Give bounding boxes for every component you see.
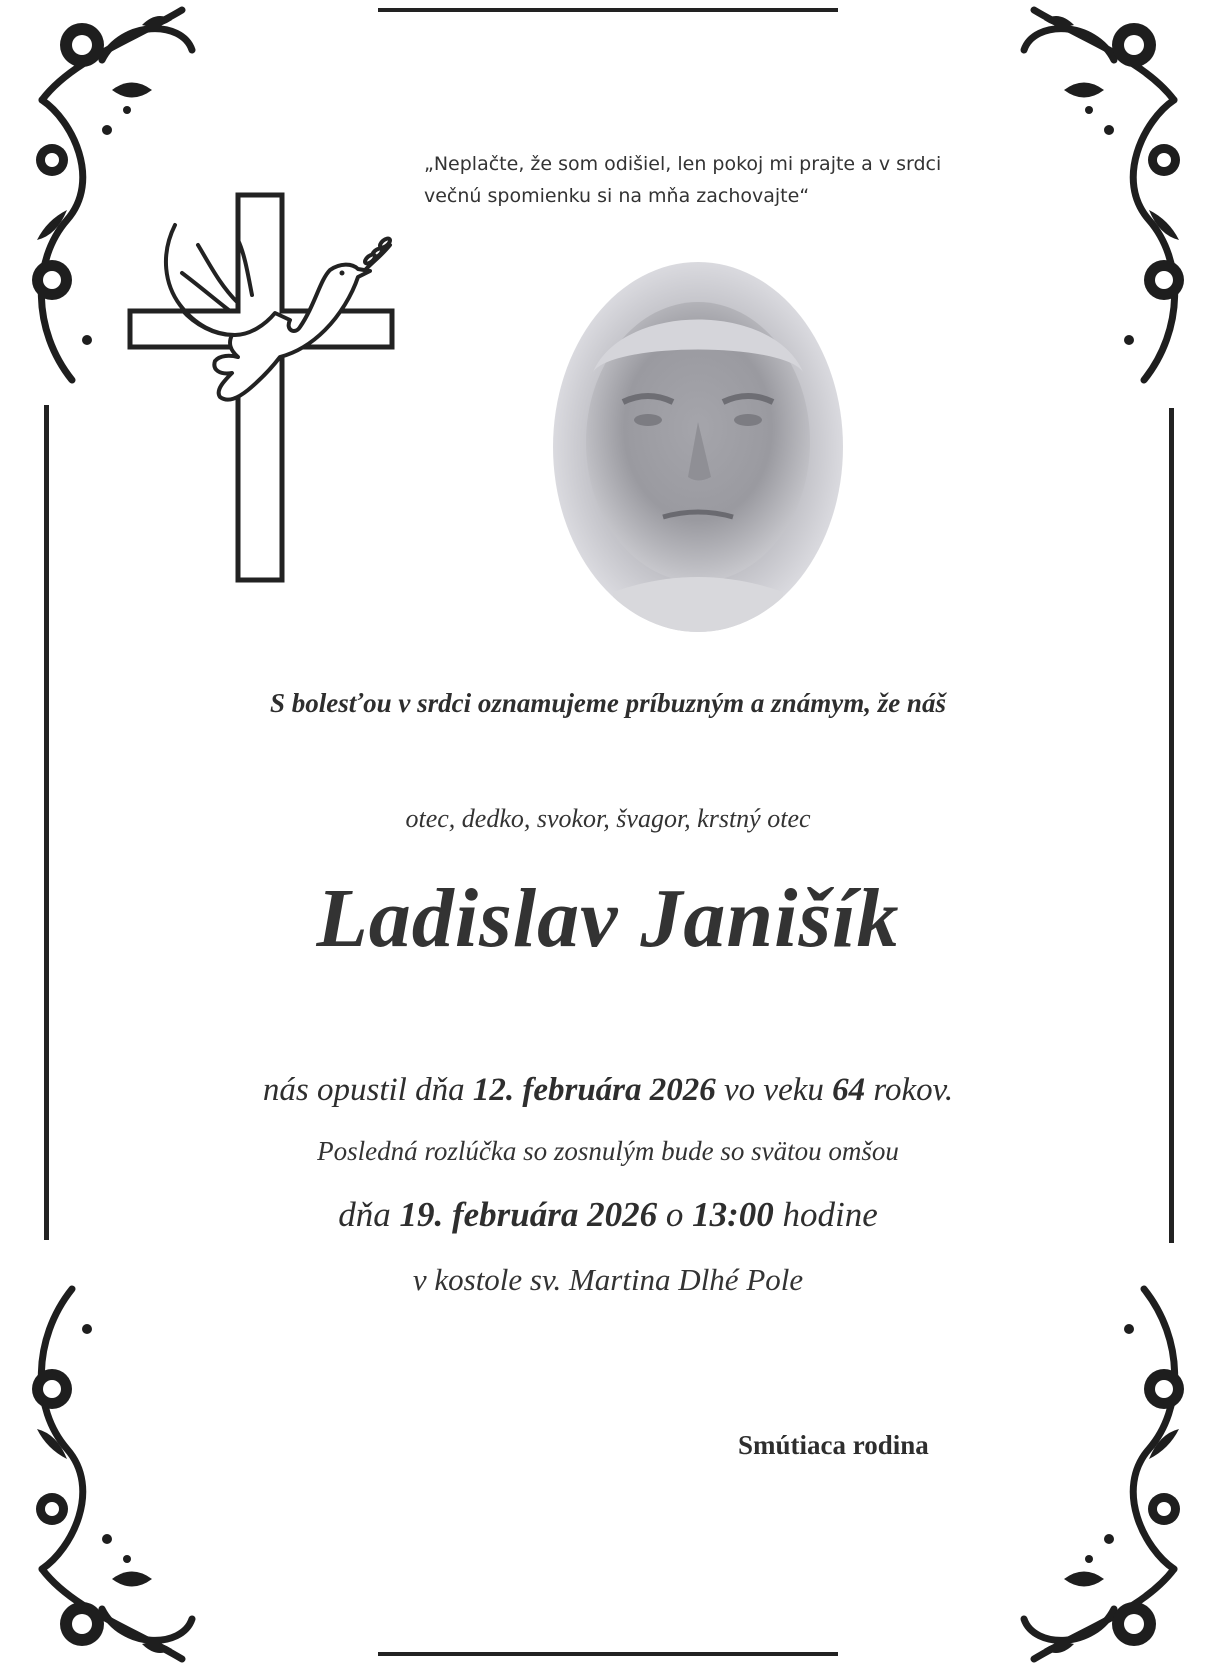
deceased-name: Ladislav Janišík [316, 872, 900, 965]
death-age: 64 [832, 1072, 866, 1108]
ornament-top-right-icon [1014, 0, 1204, 390]
death-suffix: rokov. [873, 1072, 954, 1108]
portrait-photo [553, 262, 843, 632]
top-rule [378, 8, 838, 12]
funeral-location: v kostole sv. Martina Dlhé Pole [412, 1262, 804, 1297]
quote-line-1: „Neplačte, že som odišiel, len pokoj mi prajte a v srdci [424, 153, 942, 175]
signature: Smútiaca rodina [738, 1430, 929, 1460]
death-date: 12. februára 2026 [472, 1072, 716, 1108]
bottom-rule [378, 1652, 838, 1656]
memorial-quote [424, 148, 1024, 212]
ornament-bottom-left-icon [12, 1279, 202, 1669]
funeral-time: 13:00 [692, 1195, 774, 1234]
funeral-suffix: hodine [782, 1195, 878, 1234]
funeral-line [0, 1195, 1216, 1235]
cross-with-dove [120, 185, 400, 590]
quote-line-2: večnú spomienku si na mňa zachovajte“ [424, 185, 810, 207]
funeral-prefix: dňa [338, 1195, 391, 1234]
death-middle: vo veku [724, 1072, 824, 1108]
funeral-middle: o [665, 1195, 684, 1234]
death-line [0, 1072, 1216, 1109]
announcement-text: S bolesťou v srdci oznamujeme príbuzným a známym, že náš [270, 688, 946, 718]
ceremony-line: Posledná rozlúčka so zosnulým bude so svätou omšou [317, 1136, 899, 1166]
relations-text: otec, dedko, svokor, švagor, krstný otec [405, 804, 811, 833]
funeral-date: 19. februára 2026 [399, 1195, 658, 1234]
ornament-bottom-right-icon [1014, 1279, 1204, 1669]
death-prefix: nás opustil dňa [262, 1072, 465, 1108]
